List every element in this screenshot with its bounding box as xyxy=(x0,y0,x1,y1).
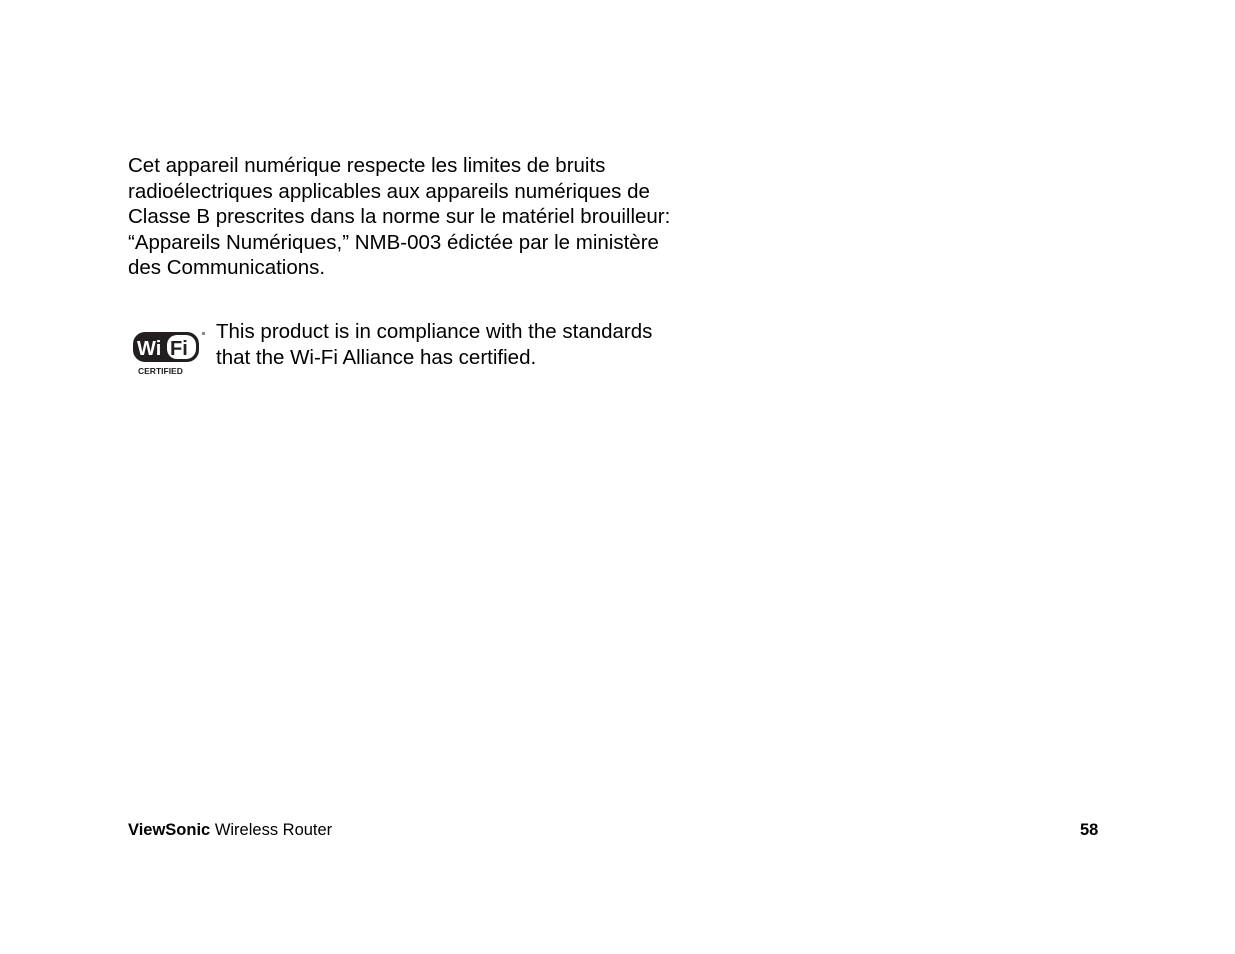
page-number: 58 xyxy=(1080,821,1099,839)
footer-brand: ViewSonic xyxy=(128,821,211,839)
paragraph-line: des Communications. xyxy=(128,256,326,279)
wifi-compliance-notice xyxy=(128,319,728,389)
french-compliance-paragraph xyxy=(128,153,718,281)
paragraph-line: “Appareils Numériques,” NMB-003 édictée par le ministère xyxy=(128,230,659,254)
wifi-compliance-text xyxy=(216,319,652,370)
logo-certified-text: CERTIFIED xyxy=(138,366,183,376)
footer-product: Wireless Router xyxy=(210,821,333,839)
footer-product-name xyxy=(128,820,332,840)
paragraph-line: Cet appareil numérique respecte les limites de bruits xyxy=(128,154,606,177)
wifi-certified-logo-icon xyxy=(132,329,206,379)
paragraph-line: Classe B prescrites dans la norme sur le matériel brouilleur: xyxy=(128,205,671,228)
logo-wi-text: Wi xyxy=(137,338,162,360)
wifi-text-line: that the Wi-Fi Alliance has certified. xyxy=(216,345,537,369)
paragraph-line: radioélectriques applicables aux appareils numériques de xyxy=(128,179,650,203)
wifi-text-line: This product is in compliance with the standards xyxy=(216,320,653,343)
logo-fi-text: Fi xyxy=(170,338,188,360)
